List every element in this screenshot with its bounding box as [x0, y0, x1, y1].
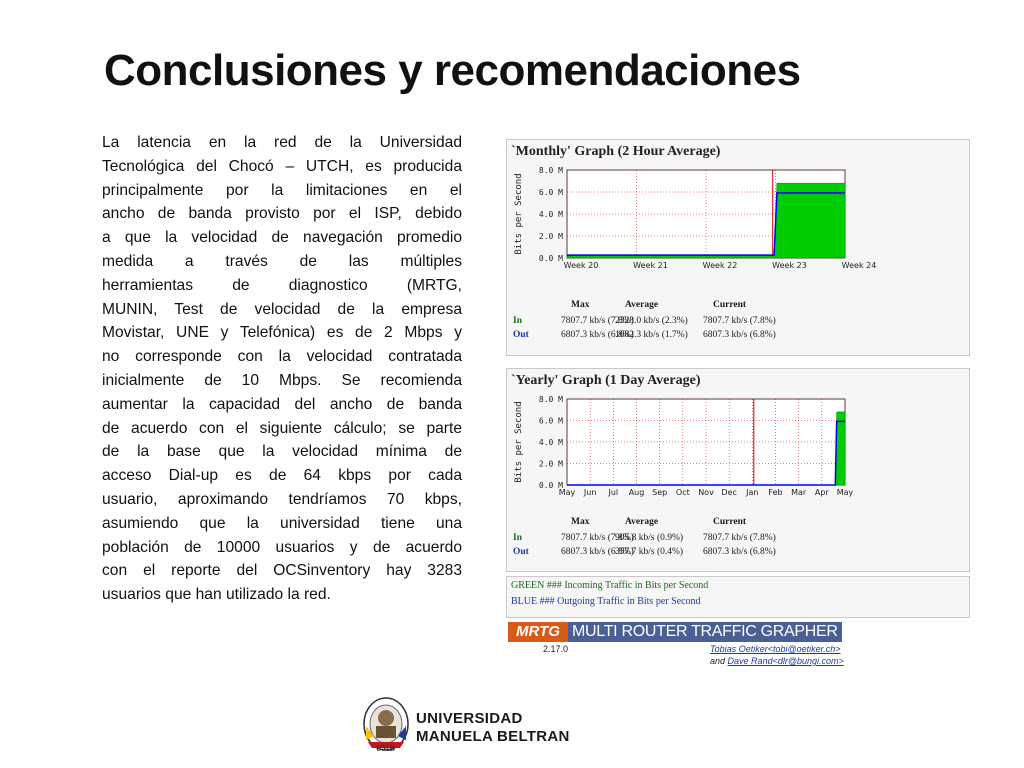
x-tick-label: Aug [628, 488, 645, 497]
stats-average-cell: 1682.3 kb/s (1.7%) [615, 330, 688, 340]
paragraph-line: con el reporte del OCSinventory hay 3283 [102, 562, 462, 580]
paragraph-line: de la base que la velocidad mínima de [102, 443, 462, 461]
paragraph-line: a que la velocidad de navegación promedio [102, 229, 462, 247]
stats-max-cell: 7807.7 kb/s (7.8%) [561, 533, 634, 543]
paragraph-line: aumentar la capacidad del ancho de banda [102, 395, 462, 413]
stats-current-cell: 6807.3 kb/s (6.8%) [703, 547, 776, 557]
stats-row [507, 330, 807, 344]
traffic-legend [506, 576, 970, 618]
x-tick-label: Week 22 [702, 261, 738, 270]
slide-title: Conclusiones y recomendaciones [104, 46, 801, 95]
y-axis-label: Bits per Second [514, 401, 524, 483]
stats-current-cell: 7807.7 kb/s (7.8%) [703, 533, 776, 543]
x-tick-label: Mar [791, 488, 807, 497]
x-tick-label: Week 21 [633, 261, 668, 270]
stats-header [507, 517, 807, 531]
x-tick-label: Jun [583, 488, 597, 497]
mrtg-logo: MRTG [508, 622, 568, 642]
stats-header-cell: Max [571, 517, 590, 527]
paragraph-line: ancho de banda provisto por el ISP, debido [102, 205, 462, 223]
stats-current-cell: 6807.3 kb/s (6.8%) [703, 330, 776, 340]
paragraph-line: Tecnológica del Chocó – UTCH, es producida [102, 157, 462, 175]
paragraph-line: acceso Dial-up es de 64 kbps por cada [102, 467, 462, 485]
stats-row-label: Out [513, 330, 529, 340]
paragraph-line: de acuerdo con el siguiente cálculo; se parte [102, 419, 462, 437]
mrtg-version: 2.17.0 [543, 644, 569, 654]
mrtg-author-1[interactable] [710, 644, 841, 654]
stats-header-cell: Max [571, 300, 590, 310]
y-tick-label: 6.0 M [538, 188, 563, 197]
paragraph-line: medida a través de las múltiples [102, 252, 462, 270]
stats-row-label: In [513, 316, 522, 326]
y-tick-label: 4.0 M [538, 438, 563, 447]
mrtg-author-2[interactable] [710, 656, 844, 666]
stats-row [507, 547, 807, 561]
author-1-link[interactable]: Tobias Oetiker<tobi@oetiker.ch> [710, 644, 841, 654]
paragraph-line: inicialmente de 10 Mbps. Se recomienda [102, 371, 462, 389]
paragraph-line: población de 10000 usuarios y de acuerdo [102, 538, 462, 556]
legend-blue: BLUE ### Outgoing Traffic in Bits per Second [511, 596, 701, 607]
stats-row [507, 316, 807, 330]
x-tick-label: Nov [698, 488, 714, 497]
author-2-link[interactable]: Dave Rand<dlr@bungi.com> [727, 656, 844, 666]
paragraph-line: La latencia en la red de la Universidad [102, 134, 462, 151]
x-tick-label: May [836, 488, 854, 497]
x-tick-label: Apr [814, 488, 829, 497]
x-tick-label: Feb [768, 488, 783, 497]
conclusion-paragraph [102, 131, 462, 607]
paragraph-line: herramientas de diagnostico (MRTG, [102, 276, 462, 294]
university-logo [362, 696, 582, 760]
stats-average-cell: 905.8 kb/s (0.9%) [615, 533, 684, 543]
stats-average-cell: 2328.0 kb/s (2.3%) [615, 316, 688, 326]
y-tick-label: 4.0 M [538, 210, 563, 219]
stats-max-cell: 6807.3 kb/s (6.8%) [561, 547, 634, 557]
y-tick-label: 8.0 M [538, 166, 563, 175]
stats-header-cell: Current [713, 300, 747, 310]
y-axis-label: Bits per Second [514, 173, 524, 255]
stats-max-cell: 6807.3 kb/s (6.8%) [561, 330, 634, 340]
stats-row-label: In [513, 533, 522, 543]
yearly-graph-panel [506, 368, 970, 572]
university-name-line2: MANUELA BELTRAN [416, 728, 570, 745]
paragraph-line: Movistar, UNE y Telefónica) es de 2 Mbps y [102, 324, 462, 342]
y-tick-label: 0.0 M [538, 481, 563, 490]
y-tick-label: 6.0 M [538, 416, 563, 426]
yearly-graph-title: `Yearly' Graph (1 Day Average) [511, 373, 701, 388]
stats-row-label: Out [513, 547, 529, 557]
stats-average-cell: 357.7 kb/s (0.4%) [615, 547, 684, 557]
legend-green: GREEN ### Incoming Traffic in Bits per Second [511, 580, 709, 591]
paragraph-line: no corresponde con la velocidad contratada [102, 348, 462, 366]
x-tick-label: Week 20 [563, 261, 599, 270]
seal-text: UMB [376, 744, 395, 753]
stats-header-cell: Average [625, 300, 659, 310]
y-tick-label: 2.0 M [538, 459, 563, 469]
paragraph-line: principalmente por la limitaciones en el [102, 181, 462, 199]
x-tick-label: Jan [746, 488, 759, 497]
stats-row [507, 533, 807, 547]
stats-max-cell: 7807.7 kb/s (7.8%) [561, 316, 634, 326]
x-tick-label: Week 23 [772, 261, 807, 270]
x-tick-label: May [558, 488, 576, 497]
stats-header [507, 300, 807, 314]
paragraph-line: MUNIN, Test de velocidad de la empresa [102, 300, 462, 318]
paragraph-line: usuarios que han utilizado la red. [102, 586, 331, 604]
y-tick-label: 2.0 M [538, 232, 563, 241]
author-and: and [710, 656, 726, 666]
paragraph-line: asumiendo que la universidad tiene una [102, 514, 462, 532]
monthly-graph-title: `Monthly' Graph (2 Hour Average) [511, 144, 721, 159]
stats-header-cell: Average [625, 517, 659, 527]
x-tick-label: Week 24 [841, 261, 877, 270]
stats-header-cell: Current [713, 517, 747, 527]
monthly-graph-panel [506, 139, 970, 356]
stats-current-cell: 7807.7 kb/s (7.8%) [703, 316, 776, 326]
mrtg-name: MULTI ROUTER TRAFFIC GRAPHER [572, 623, 838, 640]
x-tick-label: Dec [721, 488, 737, 497]
x-tick-label: Sep [652, 488, 668, 497]
mrtg-banner [508, 622, 842, 642]
y-tick-label: 8.0 M [538, 395, 563, 404]
x-tick-label: Oct [675, 488, 690, 497]
x-tick-label: Jul [608, 488, 619, 497]
y-tick-label: 0.0 M [538, 254, 563, 263]
university-name-line1: UNIVERSIDAD [416, 710, 523, 727]
paragraph-line: usuario, aproximando tendríamos 70 kbps, [102, 490, 462, 508]
